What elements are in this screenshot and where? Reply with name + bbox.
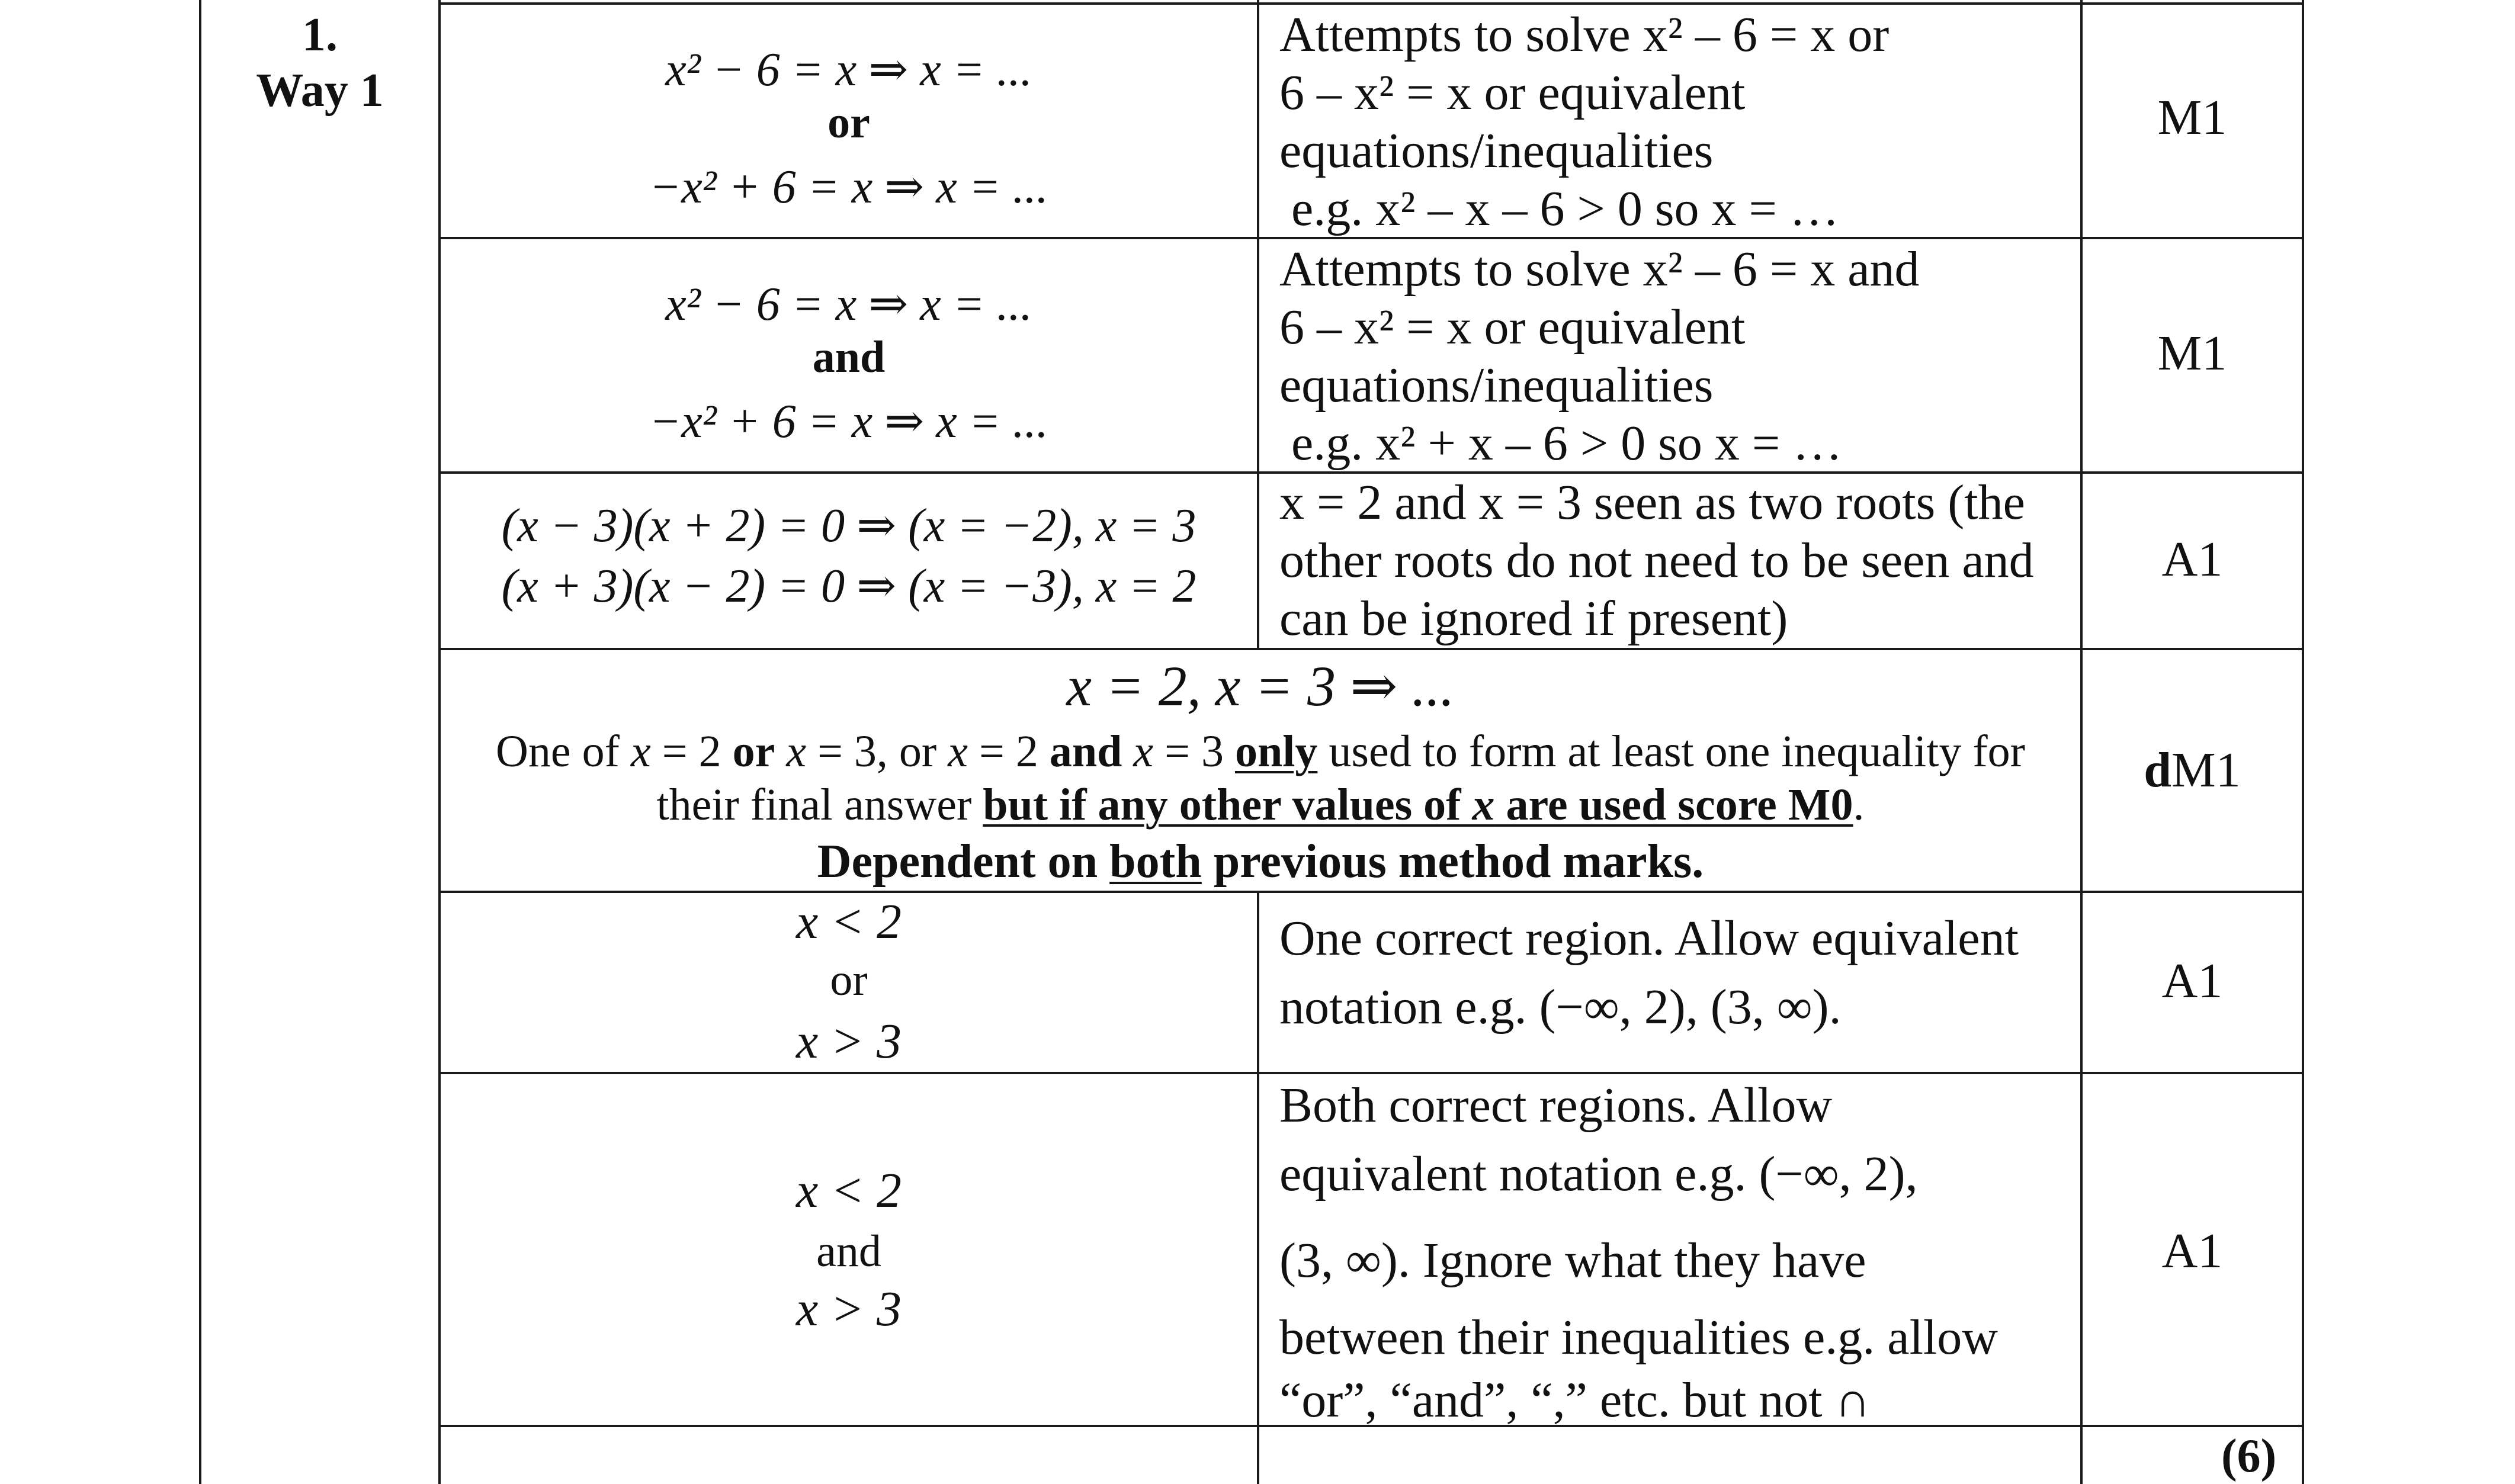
row5-work-line2: or [830,955,868,1005]
row1-mark: M1 [2157,90,2227,145]
row1-note-line3: equations/inequalities [1279,123,1714,178]
row1-note-line2: 6 – x² = x or equivalent [1279,65,1746,120]
table-divider-work-lower [1257,892,1259,1484]
row5-note-line2: notation e.g. (−∞, 2), (3, ∞). [1279,979,1842,1035]
question-number: 1. [302,9,338,61]
row6-note-line3: (3, ∞). Ignore what they have [1279,1233,1866,1288]
row3-note-line1: x = 2 and x = 3 seen as two roots (the [1279,475,2025,530]
row4-text-line3: Dependent on both previous method marks. [817,836,1704,888]
table-border-left [199,0,201,1484]
row5-mark: A1 [2161,953,2223,1008]
row5-work-line1: x < 2 [796,894,902,949]
row5-work-line3: x > 3 [796,1014,902,1069]
row2-note-line1: Attempts to solve x² – 6 = x and [1279,242,1920,297]
row1-work-line1: x² − 6 = x ⇒ x = ... [665,44,1032,96]
row2-work-line1: x² − 6 = x ⇒ x = ... [665,278,1032,330]
table-top-line [438,2,2304,5]
row2-work-line3: −x² + 6 = x ⇒ x = ... [649,396,1048,448]
row2-note-line3: equations/inequalities [1279,358,1714,413]
row-divider-3 [438,648,2304,650]
row6-note-line1: Both correct regions. Allow [1279,1078,1833,1133]
row5-note-line1: One correct region. Allow equivalent [1279,911,2019,966]
table-divider-work [1257,0,1259,649]
question-way: Way 1 [256,65,384,117]
row6-note-line4: between their inequalities e.g. allow [1279,1310,1998,1365]
row1-note-line4: e.g. x² – x – 6 > 0 so x = … [1291,181,1839,236]
row6-work-line3: x > 3 [796,1281,902,1337]
table-border-right [2302,0,2304,1484]
row2-note-line4: e.g. x² + x – 6 > 0 so x = … [1291,416,1843,471]
row3-mark: A1 [2161,532,2223,587]
row4-mark: dM1 [2144,743,2241,798]
row6-work-line1: x < 2 [796,1163,902,1218]
row1-work-line2: or [827,98,870,147]
row3-note-line2: other roots do not need to be seen and [1279,533,2034,588]
row4-text-line1: One of x = 2 or x = 3, or x = 2 and x = 3 only used to form at least one inequality for [496,727,2025,776]
row3-note-line3: can be ignored if present) [1279,591,1788,646]
row2-work-line2: and [812,332,886,382]
row2-note-line2: 6 – x² = x or equivalent [1279,300,1746,355]
row6-mark: A1 [2161,1223,2223,1279]
row1-work-line3: −x² + 6 = x ⇒ x = ... [649,161,1048,213]
row-divider-5 [438,1072,2304,1074]
total-marks: (6) [2221,1430,2277,1482]
row2-mark: M1 [2157,326,2227,381]
row4-text-line2: their final answer but if any other values of x are used score M0. [656,780,1865,830]
row4-equation: x = 2, x = 3 ⇒ ... [1066,654,1455,718]
row6-work-line2: and [816,1226,881,1276]
row6-note-line2: equivalent notation e.g. (−∞, 2), [1279,1146,1918,1202]
row3-work-line2: (x + 3)(x − 2) = 0 ⇒ (x = −3), x = 2 [501,560,1196,612]
row6-note-line5: “or”, “and”, “,” etc. but not ∩ [1279,1373,1871,1428]
row3-work-line1: (x − 3)(x + 2) = 0 ⇒ (x = −2), x = 3 [501,500,1196,552]
row1-note-line1: Attempts to solve x² – 6 = x or [1279,7,1890,62]
